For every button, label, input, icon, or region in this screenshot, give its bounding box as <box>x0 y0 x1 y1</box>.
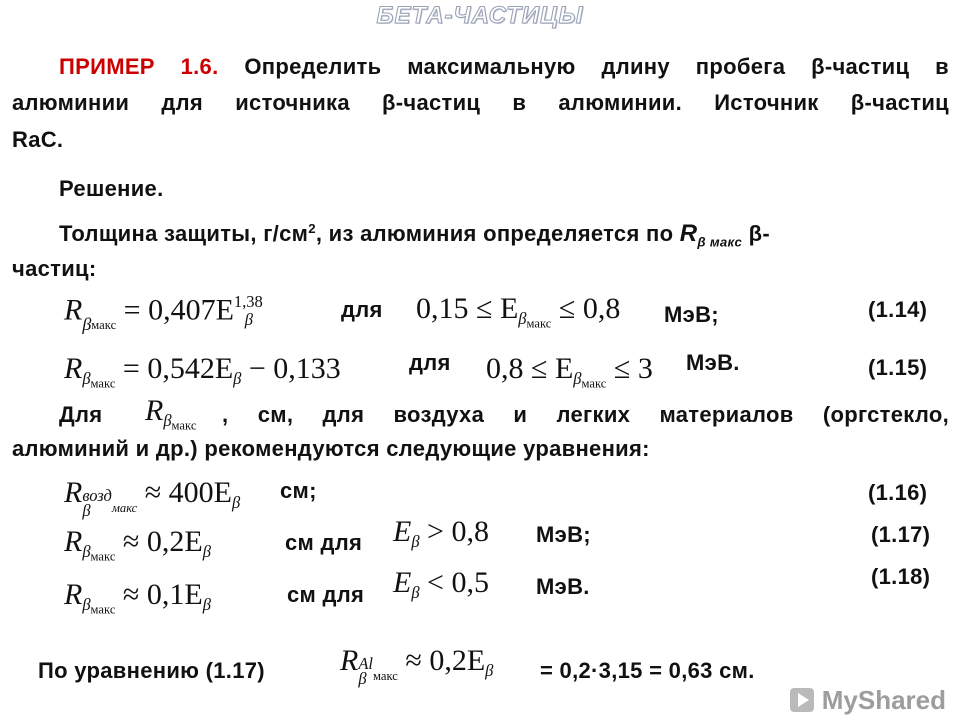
air-line-2: алюминий и др.) рекомендуются следующие уравнения: <box>12 436 650 461</box>
air-r-symbol: $R_{\beta макс}$ <box>145 394 197 433</box>
equation-1-16-formula: R возд β $_{макс} \approx 400E_\beta$ <box>64 476 241 520</box>
equation-1-18-number: (1.18) <box>871 564 931 589</box>
equation-1-14-condition: $0,15 \le E_{\beta макс} \le 0,8$ <box>416 292 621 331</box>
equation-1-17-number: (1.17) <box>871 522 931 547</box>
equation-1-15-condition: $0,8 \le E_{\beta макс} \le 3$ <box>486 352 653 391</box>
example-line-1 <box>59 54 949 80</box>
equation-1-16-unit: см; <box>280 478 317 503</box>
thickness-line-1: Толщина защиты, $г/см^2$, из алюминия определяется по $R_{\beta макс}$ β- <box>59 220 770 250</box>
equation-1-18-mev: МэВ. <box>536 574 590 599</box>
final-result: = 0,2·3,15 = 0,63 см. <box>540 658 755 683</box>
final-formula: R Al β $_{макс} \approx 0,2E_\beta$ <box>340 644 494 688</box>
equation-1-14-formula: R β $_{макс} = 0,407E^{1,38}_\beta$ <box>64 292 263 334</box>
equation-1-15-formula: $R_{\beta макс} = 0,542E_\beta - 0,133$ <box>64 352 341 391</box>
example-line-2: алюминии для источника β-частиц в алюминии. Источник β-частиц <box>12 90 949 115</box>
air-line-1: , см, для воздуха и легких материалов (оргстекло, <box>222 402 949 427</box>
equation-1-14-dlya: для <box>341 297 383 322</box>
equation-1-17-mev: МэВ; <box>536 522 591 547</box>
equation-1-15-number: (1.15) <box>868 355 928 380</box>
final-label: По уравнению (1.17) <box>38 658 265 683</box>
example-text-1: Определить максимальную длину пробега β-частиц в <box>244 54 949 79</box>
equation-1-16-number: (1.16) <box>868 480 928 505</box>
equation-1-18-condition: $E_\beta < 0,5$ <box>393 566 489 602</box>
page-title: БЕТА-ЧАСТИЦЫ <box>376 2 584 29</box>
air-dlya: Для <box>59 402 103 427</box>
solution-label: Решение. <box>59 176 164 201</box>
play-triangle-icon <box>789 687 815 713</box>
equation-1-17-condition: $E_\beta > 0,8$ <box>393 515 489 551</box>
watermark-text: MyShared <box>821 685 946 715</box>
thickness-line-2: частиц: <box>12 256 97 281</box>
equation-1-18-unit: см для <box>287 582 365 607</box>
equation-1-18-formula: $R_{\beta макс} \approx 0,1E_\beta$ <box>64 578 211 617</box>
equation-1-15-dlya: для <box>409 350 451 375</box>
equation-1-15-unit: МэВ. <box>686 350 740 375</box>
watermark <box>789 685 947 716</box>
equation-1-17-formula: $R_{\beta макс} \approx 0,2E_\beta$ <box>64 525 211 564</box>
example-line-3: RaC. <box>12 127 64 152</box>
equation-1-14-number: (1.14) <box>868 297 928 322</box>
equation-1-14-unit: МэВ; <box>664 302 719 327</box>
example-label: ПРИМЕР 1.6. <box>59 54 219 79</box>
equation-1-17-unit: см для <box>285 530 363 555</box>
